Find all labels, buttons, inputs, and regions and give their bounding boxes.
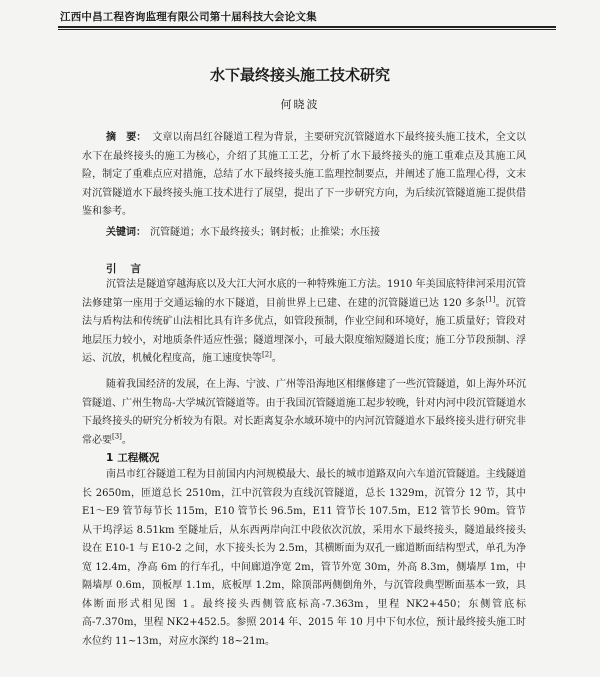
intro-p1-end: 。: [271, 353, 282, 364]
intro-p2-text: 随着我国经济的发展，在上海、宁波、广州等沿海地区相继修建了一些沉管隧道，如上海外环沉管隧道、广州生物岛-大学城沉管隧道等。由于我国沉管隧道施工起步较晚，针对内河中段沉管隧道水下最终接头的研究分析较为有限。对长距离复杂水域环境中的内河沉管隧道水下最终接头进行研究非常必要: [82, 379, 526, 446]
abstract-text: 文章以南昌红谷隧道工程为背景，主要研究沉管隧道水下最终接头施工技术，全文以水下在最终接头的施工为核心，介绍了其施工工艺，分析了水下最终接头的施工重难点及其施工风险，制定了重难点应对措施，总结了水下最终接头施工监理控制要点，并阐述了施工监理心得，文末对沉管隧道水下最终接头施工技术进行了展望，提出了下一步研究方向，为后续沉管隧道施工提供借鉴和参考。: [82, 132, 527, 217]
paper-title: 水下最终接头施工技术研究: [209, 66, 390, 84]
section-1-title: 工程概况: [117, 452, 160, 464]
section-1-heading: [106, 450, 163, 465]
citation-3: [3]: [112, 432, 122, 441]
abstract: [82, 129, 526, 222]
introduction-heading: [106, 261, 155, 276]
section-1-paragraph: 南昌市红谷隧道工程为目前国内内河规模最大、最长的城市道路双向六车道沉管隧道。主线隧道长 2650m，匝道总长 2510m，江中沉管段为直线沉管隧道，总长 1329m，沉管分 12 节，其中 E1～E9 管节每节长 115m，E10 管节长 96.5m，E11 管节长 107.5m，E12 管节长 90m。管节从干坞浮运 8.51km 至隧址后，从东西两岸向江中段依次沉放，采用水下最终接头，隧道最终接头设在 E10-1 与 E10-2 之间，水下接头长为 2.5m，其横断面为双孔一廊道断面结构型式，单孔为净宽 12.4m，净高 6m 的行车孔，中间廊道净宽 2m，管节外宽 30m，外高 8.3m，侧墙厚 1m，中隔墙厚 0.6m，顶板厚 1.1m，底板厚 1.2m，除顶部两侧倒角外，与沉管段典型断面基本一致，具体断面形式相见图 1。最终接头西侧管底标高-7.363m，里程 NK2+450；东侧管底标高-7.370m，里程 NK2+452.5。参照 2014 年、2015 年 10 月中下旬水位，预计最终接头施工时水位约 11~13m，对应水深约 18~21m。: [82, 469, 526, 647]
author-name: 何晓波: [280, 98, 320, 111]
keywords: [82, 224, 526, 243]
keywords-text: 沉管隧道；水下最终接头；钢封板；止推梁；水压接: [150, 227, 380, 238]
introduction-heading-char2: 言: [130, 263, 141, 275]
introduction-paragraph-1: [82, 276, 526, 369]
intro-p1-text-a: 沉管法是隧道穿越海底以及大江大河水底的一种特殊施工方法。1910 年美国底特律河采用沉管法修建第一座用于交通运输的水下隧道，目前世界上已建、在建的沉管隧道已达 120 多条: [82, 279, 526, 309]
header-rule-thick: [58, 26, 556, 28]
citation-1: [1]: [485, 295, 496, 304]
introduction-heading-char1: 引: [106, 263, 117, 275]
intro-p1-text-b: 。沉管法与盾构法和传统矿山法相比具有许多优点，如管段预制，作业空间和环境好，施工质量好；管段对地层压力较小，对地质条件适应性强；隧道埋深小，可最大限度缩短隧道长度；施工分节段预制、浮运、沉放，机械化程度高，施工速度快等: [82, 297, 526, 364]
header-rule-thin: [58, 29, 556, 30]
keywords-label: 关键词：: [106, 227, 146, 238]
running-header: 江西中昌工程咨询监理有限公司第十届科技大会论文集: [60, 11, 317, 23]
abstract-label: 摘 要：: [106, 132, 147, 143]
section-1-number: 1: [106, 452, 114, 464]
introduction-paragraph-2: [82, 376, 526, 450]
citation-2: [2]: [262, 350, 272, 359]
intro-p2-end: 。: [121, 434, 132, 446]
